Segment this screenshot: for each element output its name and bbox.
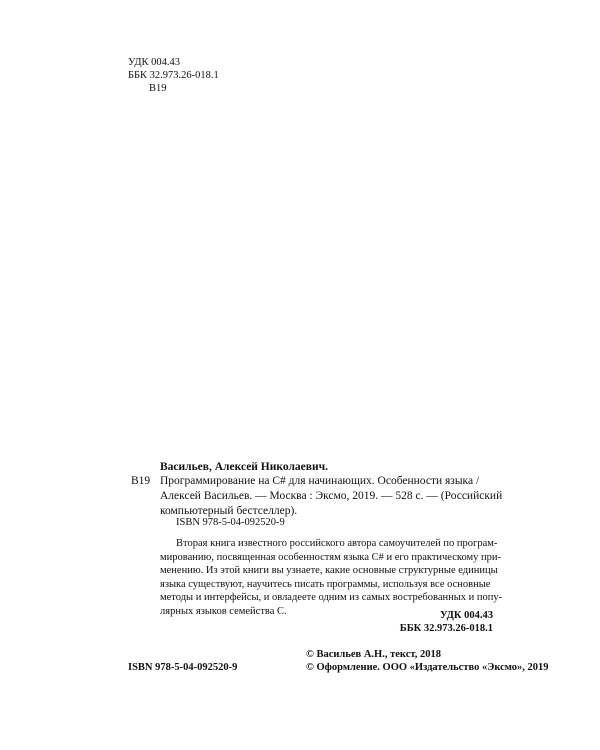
abstract-line: лярных языков семейства С. bbox=[160, 605, 287, 617]
author-sign-top: В19 bbox=[149, 83, 167, 94]
abstract-line: языка существуют, научитесь писать программы, используя все основные bbox=[160, 578, 491, 590]
abstract bbox=[160, 537, 502, 618]
bbk-code: ББК 32.973.26-018.1 bbox=[399, 623, 493, 634]
abstract-line: менению. Из этой книги вы узнаете, какие основные структурные единицы bbox=[160, 565, 498, 576]
copyright-design: © Оформление. ООО «Издательство «Эксмо», 2019 bbox=[306, 662, 549, 673]
abstract-line: методы и интерфейсы, и овладеете одним из самых востребованных и попу- bbox=[160, 592, 503, 603]
bbk-code-top: ББК 32.973.26-018.1 bbox=[128, 70, 219, 81]
bibliographic-description bbox=[160, 474, 502, 519]
author-heading: Васильев, Алексей Николаевич. bbox=[160, 461, 328, 473]
abstract-line: мированию, посвященная особенностям языка C# и его практическому при- bbox=[160, 551, 502, 563]
author-sign: В19 bbox=[131, 475, 151, 487]
isbn-record: ISBN 978-5-04-092520-9 bbox=[176, 517, 285, 528]
description-line: компьютерный бестселлер). bbox=[160, 505, 298, 517]
copyright-text: © Васильев А.Н., текст, 2018 bbox=[306, 649, 441, 660]
udk-code-top: УДК 004.43 bbox=[128, 57, 181, 68]
description-line: Алексей Васильев. — Москва : Эксмо, 2019. — 528 с. — (Российский bbox=[160, 490, 503, 502]
isbn-footer: ISBN 978-5-04-092520-9 bbox=[128, 662, 238, 673]
udk-code: УДК 004.43 bbox=[440, 610, 493, 621]
abstract-line: Вторая книга известного российского автора самоучителей по програм- bbox=[176, 538, 498, 549]
description-line: Программирование на С# для начинающих. Особенности языка / bbox=[160, 475, 480, 487]
